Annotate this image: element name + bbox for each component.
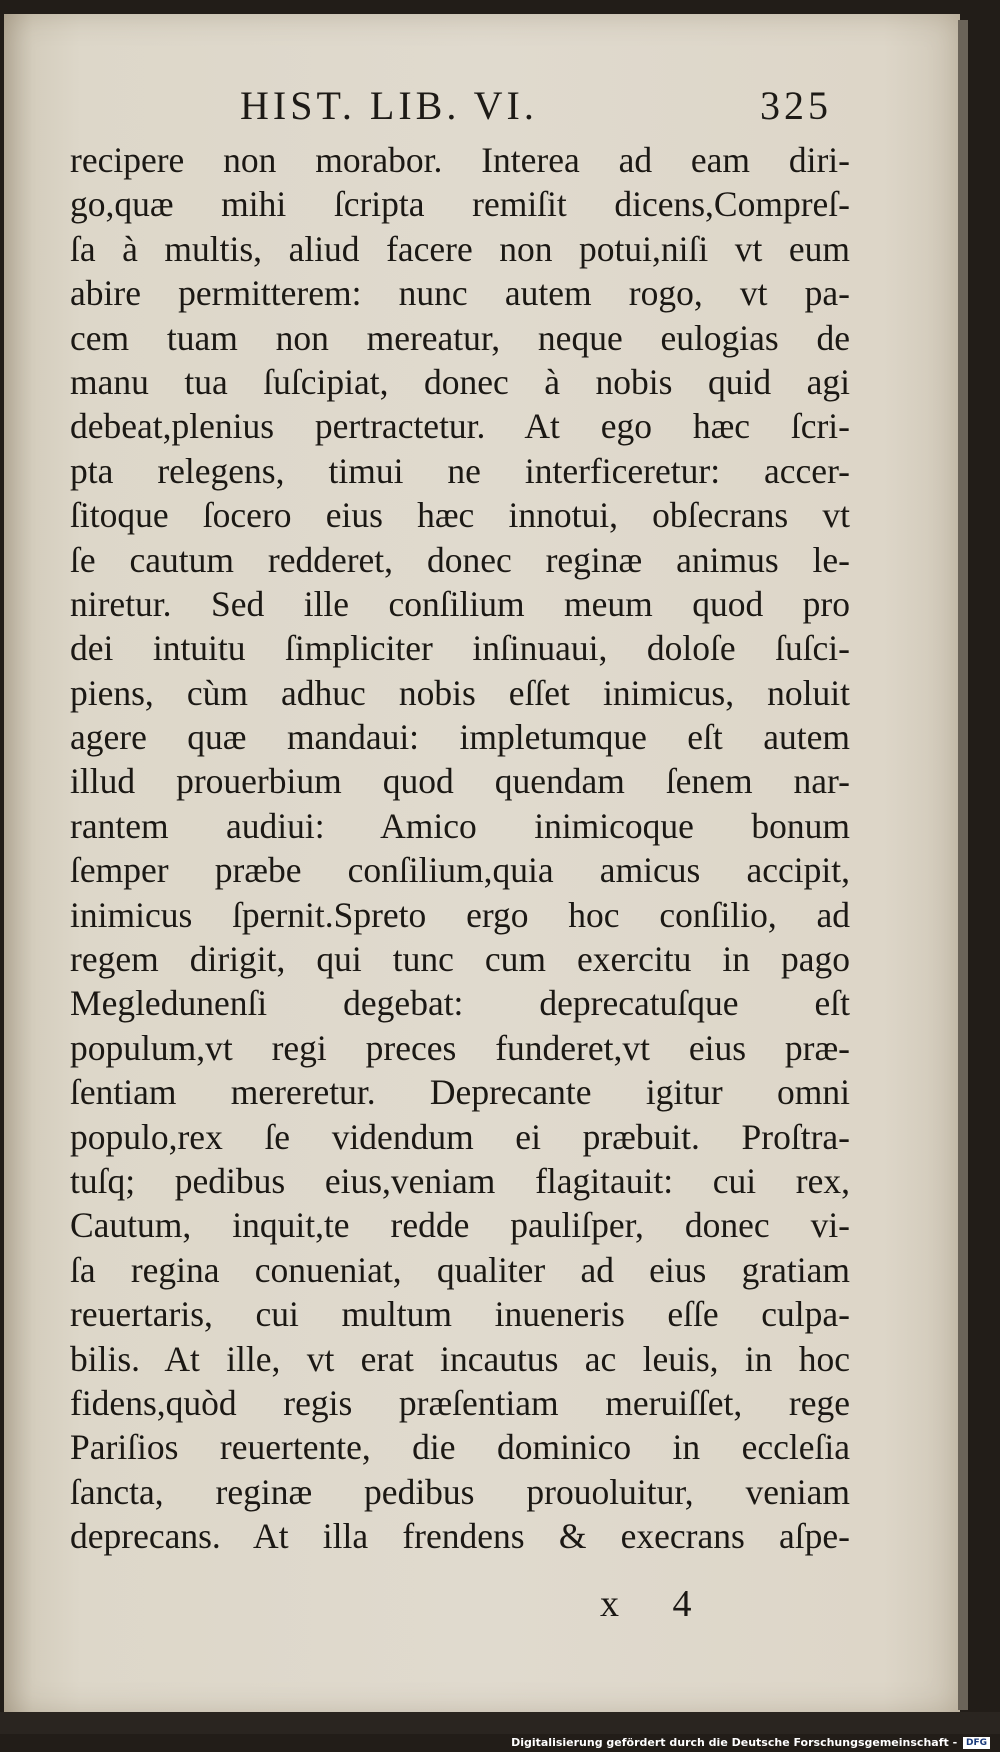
text-line: niretur. Sed ille conſilium meum quod pro [70,583,850,624]
scan-bottom-band [0,1712,1000,1734]
text-line: populum,vt regi preces funderet,vt eius præ- [70,1027,850,1068]
page-edge [958,20,968,1710]
text-line: Cautum, inquit,te redde pauliſper, donec vi- [70,1205,850,1246]
text-line: Pariſios reuertente, die dominico in eccleſia [70,1427,850,1468]
text-line: recipere non morabor. Interea ad eam diri- [70,140,850,180]
credit-text: Digitalisierung gefördert durch die Deutsche Forschungsgemeinschaft - [511,1736,958,1749]
text-line: agere quæ mandaui: impletumque eſt autem [70,717,850,758]
text-line: bilis. At ille, vt erat incautus ac leuis, in hoc [70,1338,850,1379]
text-line: piens, cùm adhuc nobis eſſet inimicus, noluit [70,672,850,713]
text-line: ſitoque ſocero eius hæc innotui, obſecrans vt [70,495,850,536]
text-line: cem tuam non mereatur, neque eulogias de [70,317,850,358]
text-line: tuſq; pedibus eius,veniam flagitauit: cui rex, [70,1160,850,1201]
text-line: illud prouerbium quod quendam ſenem nar- [70,761,850,802]
text-line: pta relegens, timui ne interficeretur: accer- [70,450,850,491]
signature-mark: x 4 [600,1583,714,1625]
running-head-title: HIST. LIB. VI. [240,83,538,128]
text-line: fidens,quòd regis præſentiam meruiſſet, rege [70,1382,850,1423]
text-line: ſentiam mereretur. Deprecante igitur omni [70,1072,850,1113]
text-line: ſemper præbe conſilium,quia amicus accipit, [70,850,850,891]
page-number: 325 [760,83,832,128]
text-line: ſa regina conueniat, qualiter ad eius gratiam [70,1249,850,1290]
text-line: ſa à multis, aliud facere non potui,niſi vt eum [70,228,850,269]
text-line: ſancta, reginæ pedibus prouoluitur, veniam [70,1471,850,1512]
dfg-logo: DFG [963,1737,990,1749]
text-line: inimicus ſpernit.Spreto ergo hoc conſilio, ad [70,894,850,935]
text-line: populo,rex ſe videndum ei præbuit. Proſtra- [70,1116,850,1157]
text-line: abire permitterem: nunc autem rogo, vt pa- [70,273,850,314]
running-head [240,82,880,132]
text-line: manu tua ſuſcipiat, donec à nobis quid agi [70,361,850,402]
text-line: reuertaris, cui multum inueneris eſſe culpa- [70,1294,850,1335]
body-text [70,138,850,1559]
text-line: debeat,plenius pertractetur. At ego hæc ſcri- [70,406,850,447]
text-line: go,quæ mihi ſcripta remiſit dicens,Compreſ- [70,184,850,225]
text-line: Megledunenſi degebat: deprecatuſque eſt [70,983,850,1024]
text-line: deprecans. At illa frendens & execrans aſpe- [70,1516,850,1557]
text-line: rantem audiui: Amico inimicoque bonum [70,805,850,846]
text-line: ſe cautum redderet, donec reginæ animus le- [70,539,850,580]
digitization-credit [511,1735,990,1751]
text-line: dei intuitu ſimpliciter inſinuaui, doloſe ſuſci- [70,628,850,669]
text-line: regem dirigit, qui tunc cum exercitu in pago [70,939,850,980]
